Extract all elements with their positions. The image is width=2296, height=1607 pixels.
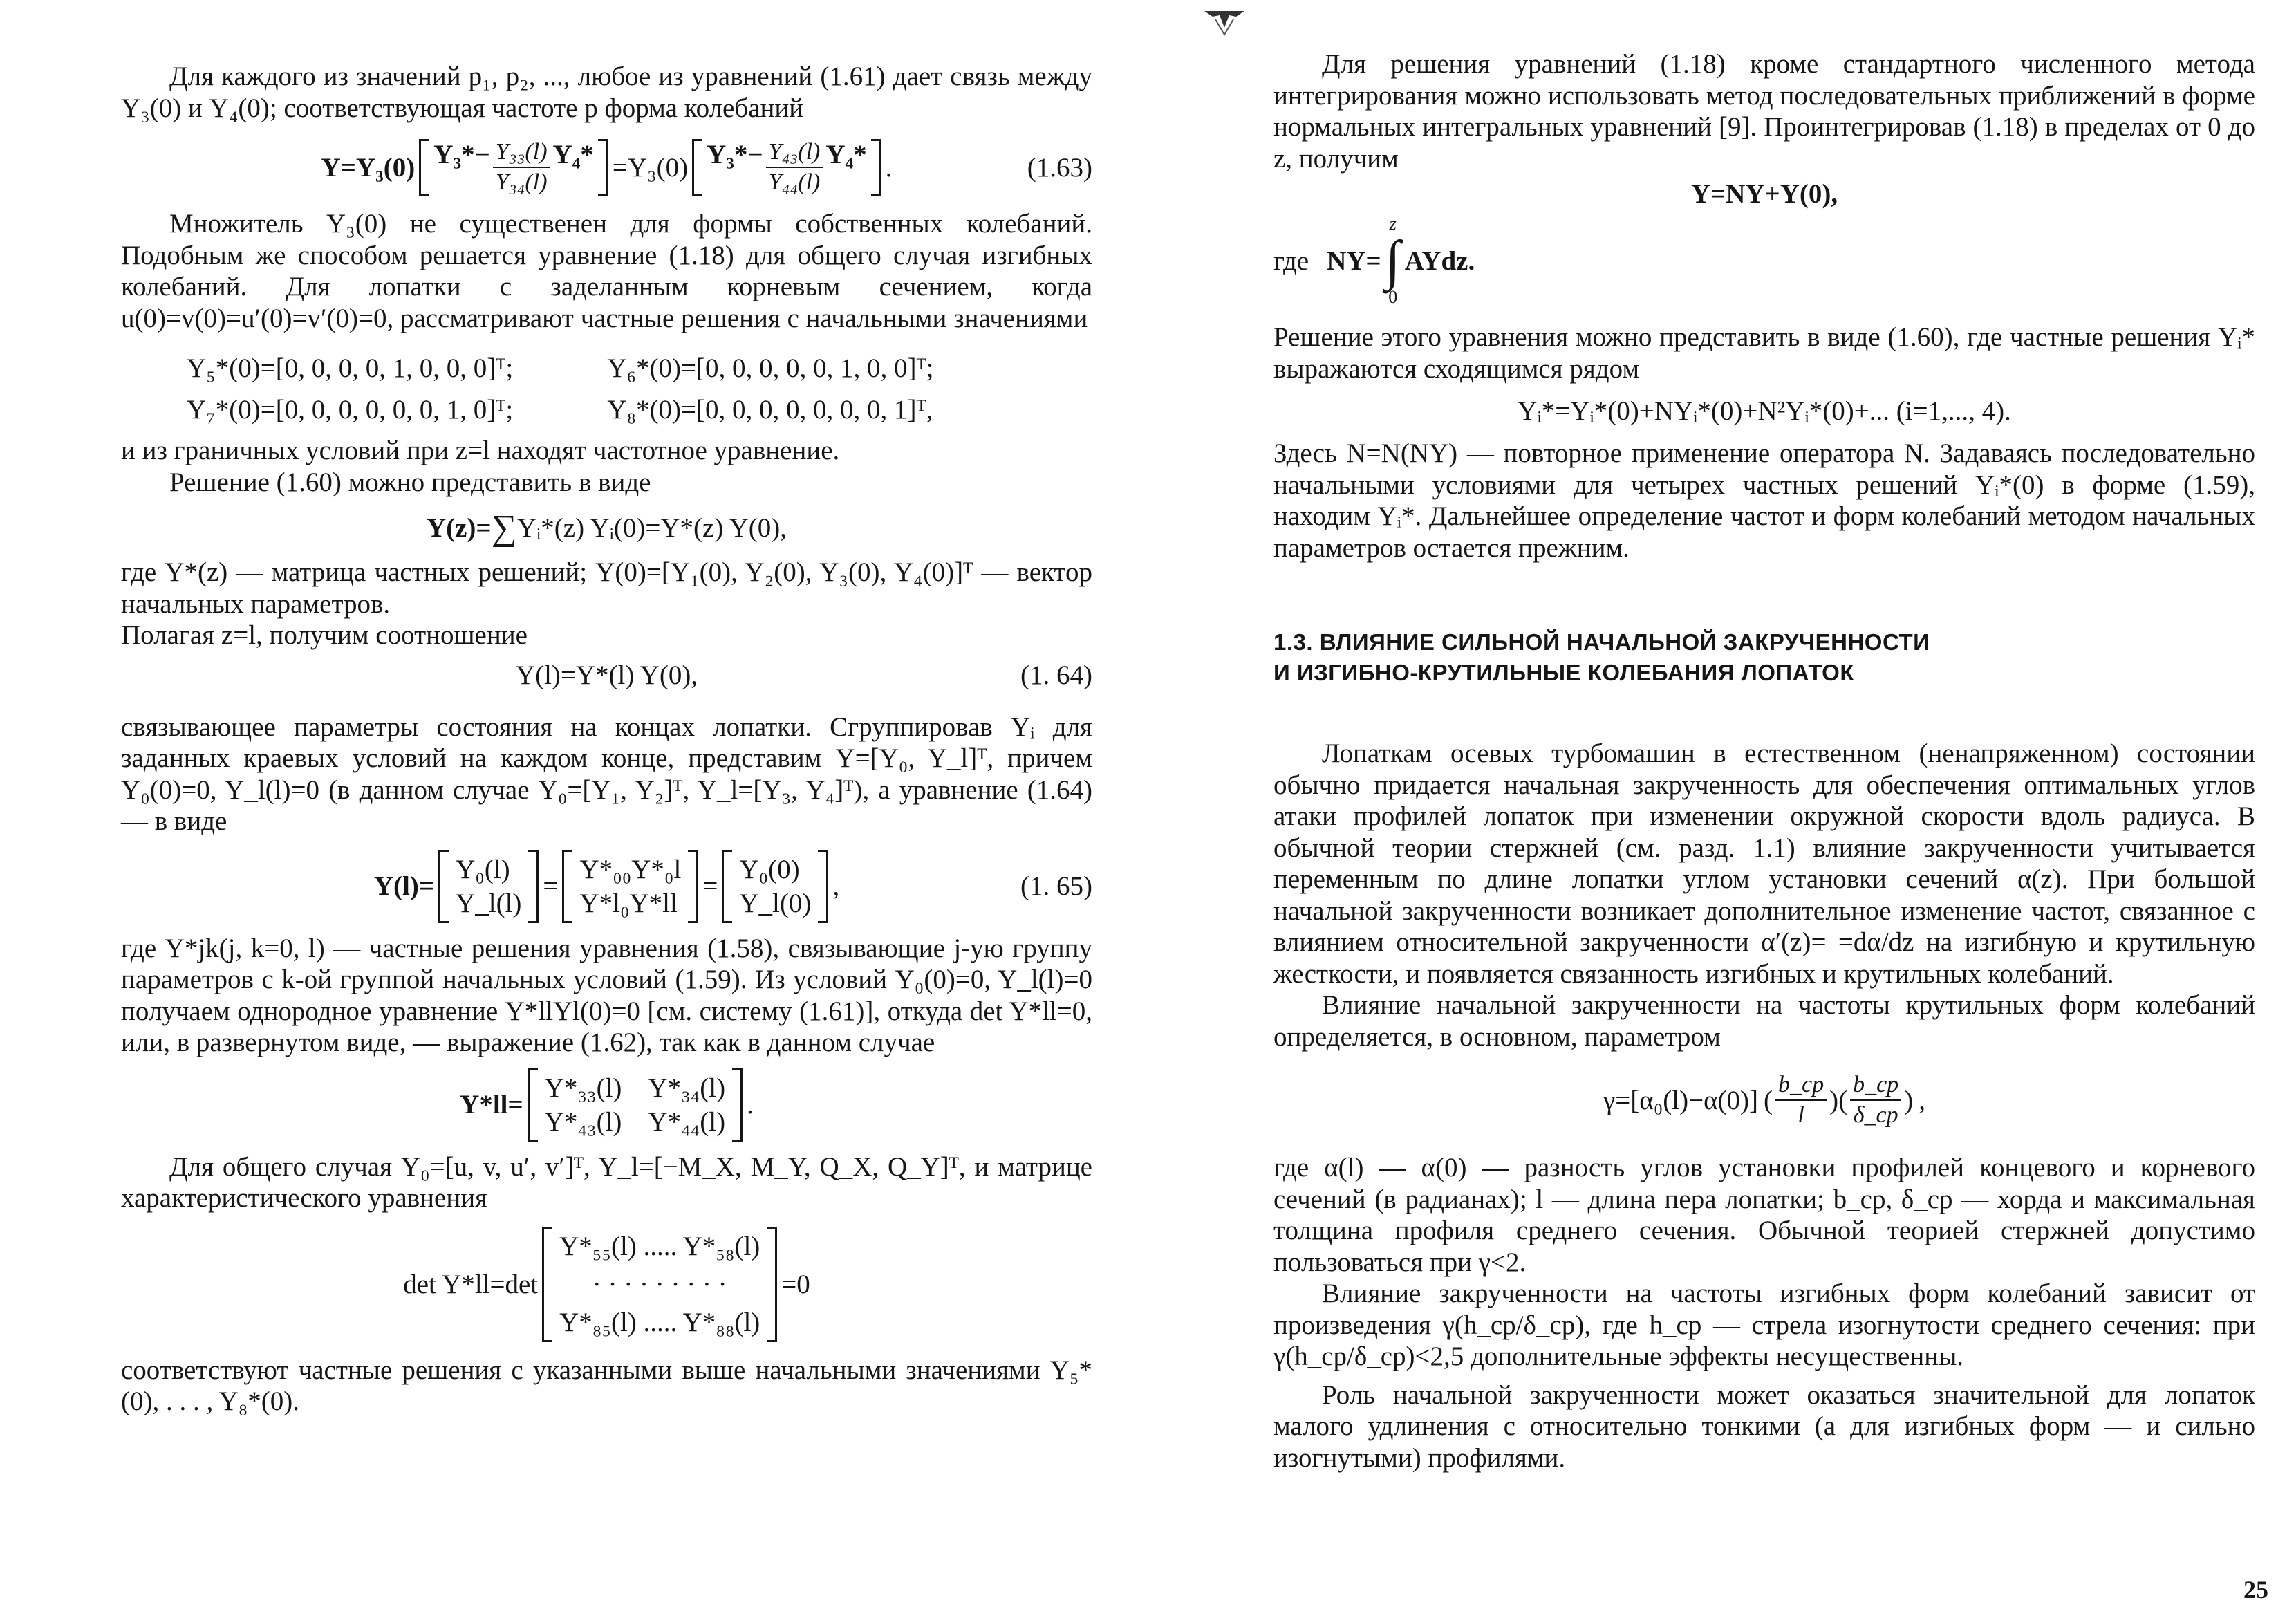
integral-symbol: ∫	[1385, 230, 1401, 291]
paragraph: Множитель Y₃(0) не существенен для формы собственных колебаний. Подобным же способом решается уравнение (1.18) для общего случая изгибных колебаний. Для лопатки с заделанным корневым сечением, когда u(0)=v(0)=u′(0)=v′(0)=0, рассматривают частные решения с начальными значениями	[121, 209, 1092, 333]
paragraph: Для решения уравнений (1.18) кроме стандартного численного метода интегрирования можно использовать метод последовательных приближений в форме нормальных интегральных уравнений [9]. Проинтегрировав (1.18) в пределах от 0 до z, получим	[1273, 49, 2255, 174]
equation-sum: Y(z)= ∑ Yᵢ*(z) Yᵢ(0)=Y*(z) Y(0),	[426, 508, 787, 548]
paragraph: Решение этого уравнения можно представить в виде (1.60), где частные решения Yᵢ* выражаются сходящимся рядом	[1273, 322, 2255, 384]
paragraph: соответствуют частные решения с указанными выше начальными значениями Y₅*(0), . . . , Y₈*(0).	[121, 1355, 1092, 1416]
paragraph: где α(l) — α(0) — разность углов установки профилей концевого и корневого сечений (в радианах); l — длина пера лопатки; b_cp, δ_cp — хорда и максимальная толщина профиля среднего сечения. Обычной теорией стержней допустимо пользоваться при γ<2.	[1273, 1153, 2255, 1277]
bracket-group: Y₃*− $\frac{\text{Y₄₃(l)}}{\text{Y₄₄(l)}}$ Y₄*	[688, 139, 886, 196]
equation-1-64: Y(l)=Y*(l) Y(0), (1. 64)	[515, 660, 1092, 690]
paragraph: Лопаткам осевых турбомашин в естественном (ненапряженном) состоянии обычно придается начальная закрученность для обеспечения оптимальных углов атаки профилей лопаток при изменении окружной скорости вдоль радиуса. В обычной теории стержней (см. разд. 1.1) влияние закрученности учитывается переменным по длине лопатки углом установки сечений α(z). При большой начальной закрученности возникает дополнительное изменение частот, связанное с влиянием относительной закрученности α′(z)= =dα/dz на изгибную и крутильную жесткости, и появляется связанность изгибных и крутильных колебаний.	[1273, 739, 2255, 989]
paragraph: Для каждого из значений p₁, p₂, ..., любое из уравнений (1.61) дает связь между Y₃(0) и Y₄(0); соответствующая частоте p форма колебаний	[121, 62, 1092, 123]
equation-number: (1. 64)	[1020, 660, 1092, 690]
equation-det: det Y*ll=det Y*₅₅(l) ..... Y*₅₈(l) · · · · · · · · · Y*₈₅(l) ..... Y*₈₈(l) =0	[121, 1227, 1092, 1342]
equation-ny: Y=NY+Y(0),	[1690, 179, 1838, 209]
matrix: Y*₃₃(l) Y*₃₄(l) Y*₄₃(l) Y*₄₄(l)	[523, 1068, 747, 1142]
equation-1-65: Y(l)= Y₀(l) Y_l(l) = Y*₀₀Y*₀l Y*l₀Y*ll = Y₀(0) Y_l(0) , (1. 65)	[121, 850, 1092, 923]
equation-number: (1. 65)	[1020, 871, 1092, 901]
paragraph: Роль начальной закрученности может оказаться значительной для лопаток малого удлинения с относительно тонкими (а для изгибных форм — и сильно изогнутыми) профилями.	[1273, 1380, 2255, 1473]
matrix: Y*₅₅(l) ..... Y*₅₈(l) · · · · · · · · · Y*₈₅(l) ..... Y*₈₈(l)	[538, 1227, 781, 1342]
fraction: $\frac{\text{Y₃₃(l)}}{\text{Y₃₄(l)}}$	[493, 139, 550, 196]
paragraph: где Y*jk(j, k=0, l) — частные решения уравнения (1.58), связывающие j-ую группу параметров с k-ой группой начальных условий (1.59). Из условий Y₀(0)=0, Y_l(l)=0 получаем однородное уравнение Y*llYl(0)=0 [см. систему (1.61)], откуда det Y*ll=0, или, в развернутом виде, — выражение (1.62), так как в данном случае	[121, 933, 1092, 1057]
heading-line: 1.3. ВЛИЯНИЕ СИЛЬНОЙ НАЧАЛЬНОЙ ЗАКРУЧЕННОСТИ	[1273, 629, 1930, 655]
paragraph: Здесь N=N(NY) — повторное применение оператора N. Задаваясь последовательно начальными условиями для четырех частных решений Yᵢ*(0) в форме (1.59), находим Yᵢ*. Дальнейшее определение частот и форм колебаний методом начальных параметров остается прежним.	[1273, 438, 2255, 563]
paragraph: связывающее параметры состояния на концах лопатки. Сгруппировав Yᵢ для заданных краевых условий на каждом конце, представим Y=[Y₀, Y_l]ᵀ, причем Y₀(0)=0, Y_l(l)=0 (в данном случае Y₀=[Y₁, Y₂]ᵀ, Y_l=[Y₃, Y₄]ᵀ), а уравнение (1.64) — в виде	[121, 712, 1092, 836]
initial-vector: Y₆*(0)=[0, 0, 0, 0, 0, 1, 0, 0]ᵀ;	[607, 353, 934, 383]
equation-series: Yᵢ*=Yᵢ*(0)+NYᵢ*(0)+N²Yᵢ*(0)+... (i=1,..., 4).	[1518, 396, 2011, 426]
bracket-group: Y₃*− $\frac{\text{Y₃₃(l)}}{\text{Y₃₄(l)}}$ Y₄*	[415, 139, 613, 196]
paragraph: и из граничных условий при z=l находят частотное уравнение.	[121, 436, 840, 465]
equation-gamma: γ=[α₀(l)−α(0)] ( $\frac{b\_cp}{l}$ ) ( $\frac{b\_cp}{\delta\_cp}$ ) ,	[1603, 1072, 1925, 1128]
equation-1-63: Y=Y₃(0) Y₃*− $\frac{\text{Y₃₃(l)}}{\text{Y₃₄(l)}}$ Y₄* =Y₃(0) Y₃*− $\frac{\text{Y₄₃(l)}}{\text{Y₄₄(l)}}$ Y₄* . (1.63)	[321, 139, 1092, 195]
section-heading	[1273, 627, 2255, 688]
fraction: $\frac{b\_cp}{\delta\_cp}$	[1850, 1072, 1901, 1128]
paragraph: Влияние начальной закрученности на частоты крутильных форм колебаний определяется, в основном, параметром	[1273, 990, 2255, 1052]
heading-line: И ИЗГИБНО-КРУТИЛЬНЫЕ КОЛЕБАНИЯ ЛОПАТОК	[1273, 660, 1854, 685]
fraction: $\frac{\text{Y₄₃(l)}}{\text{Y₄₄(l)}}$	[766, 139, 823, 196]
equation-yll: Y*ll= Y*₃₃(l) Y*₃₄(l) Y*₄₃(l) Y*₄₄(l) .	[121, 1068, 1092, 1142]
equation-number: (1.63)	[1027, 152, 1092, 183]
initial-vector: Y₅*(0)=[0, 0, 0, 0, 1, 0, 0, 0]ᵀ;	[187, 353, 514, 383]
integral: z ∫ 0	[1385, 214, 1401, 307]
right-page	[1148, 0, 2296, 1607]
where-label: где	[1273, 245, 1309, 276]
initial-vector: Y₇*(0)=[0, 0, 0, 0, 0, 0, 1, 0]ᵀ;	[187, 395, 514, 425]
equation-integral: где NY= z ∫ 0 AYdz.	[1273, 214, 1475, 307]
page-number: 25	[2243, 1576, 2268, 1604]
paragraph: где Y*(z) — матрица частных решений; Y(0)=[Y₁(0), Y₂(0), Y₃(0), Y₄(0)]ᵀ — вектор начальных параметров.	[121, 557, 1092, 619]
matrix: Y*₀₀Y*₀l Y*l₀Y*ll	[558, 850, 702, 923]
initial-values	[187, 348, 1092, 431]
eq-text: Y=Y₃(0)	[321, 152, 416, 183]
paragraph: Влияние закрученности на частоты изгибных форм колебаний зависит от произведения γ(h_cp/δ_cp), где h_cp — стрела изогнутости среднего сечения: при γ(h_cp/δ_cp)<2,5 дополнительные эффекты несущественны.	[1273, 1279, 2255, 1371]
paragraph: Для общего случая Y₀=[u, v, u′, v′]ᵀ, Y_l=[−M_X, M_Y, Q_X, Q_Y]ᵀ, и матрице характеристического уравнения	[121, 1151, 1092, 1213]
matrix: Y₀(0) Y_l(0)	[718, 850, 832, 923]
sum-symbol: ∑	[491, 508, 517, 548]
right-column	[1273, 48, 2255, 1474]
paragraph: Решение (1.60) можно представить в виде	[169, 467, 651, 497]
matrix: Y₀(l) Y_l(l)	[434, 850, 543, 923]
initial-vector: Y₈*(0)=[0, 0, 0, 0, 0, 0, 0, 1]ᵀ,	[607, 395, 933, 425]
left-column	[121, 61, 1092, 1418]
paragraph: Полагая z=l, получим соотношение	[121, 620, 528, 650]
fraction: $\frac{b\_cp}{l}$	[1775, 1072, 1827, 1128]
